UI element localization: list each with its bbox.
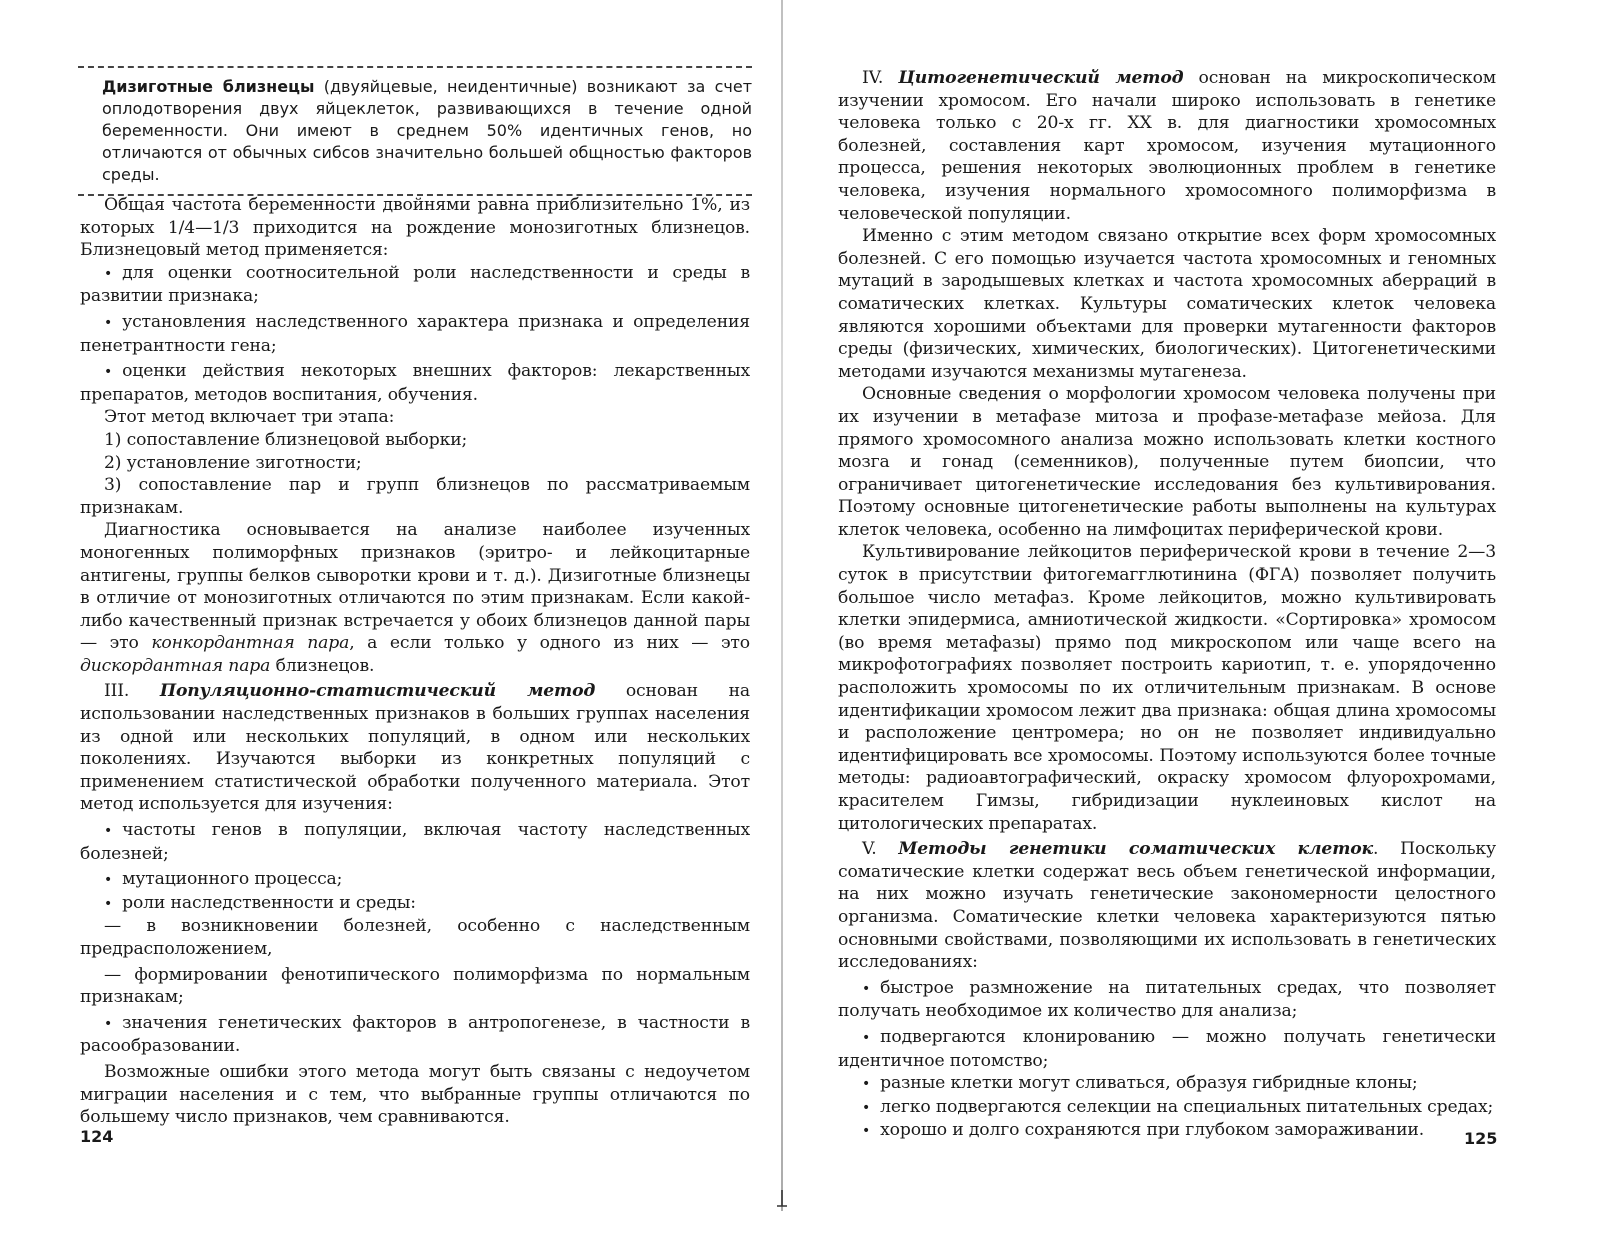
right-page-body [838,67,1496,1143]
bullet-icon: • [862,1123,871,1140]
list-item: • для оценки соотносительной роли наследственности и среды в развитии признака; [80,262,750,307]
paragraph: Культивирование лейкоцитов периферической крови в течение 2—3 суток в присутствии фитогемагглютинина (ФГА) позволяет получить большое число метафаз. Кроме лейкоцитов, можно культивировать клетки эпидермиса, амниотической жидкости. «Сортировка» хромосом (во время метафазы) прямо под микроскопом или чаще всего на микрофотографиях позволяет построить кариотип, т. е. упорядоченно расположить хромосомы по их отличительным признакам. В основе идентификации хромосом лежит два признака: общая длина хромосомы и расположение центромера; но он не позволяет индивидуально идентифицировать все хромосомы. Поэтому используются более точные методы: радиоавтографический, окраску хромосом флуорохромами, красителем Гимзы, гибридизации нуклеиновых кислот на цитологических препаратах. [838,542,1496,834]
bullet-icon: • [104,265,113,282]
book-spine [781,0,783,1211]
list-item: — в возникновении болезней, особенно с наследственным предрасположением, [80,916,750,959]
list-item: • разные клетки могут сливаться, образуя гибридные клоны; [862,1073,1418,1094]
bullet-icon: • [862,980,871,997]
definition-box [78,66,752,196]
paragraph: Возможные ошибки этого метода могут быть связаны с недоучетом миграции населения и с тем, что выбранные группы отличаются по большему число признаков, чем сравниваются. [80,1061,750,1128]
list-item: • легко подвергаются селекции на специальных питательных средах; [862,1096,1494,1117]
list-item: • подвергаются клонированию — можно получать генетически идентичное потомство; [838,1026,1496,1071]
section-paragraph: V. Методы генетики соматических клеток. Поскольку соматические клетки содержат весь объем генетической информации, на них можно изучать генетические закономерности целостного организма. Соматические клетки человека характеризуются пятью основными свойствами, позволяющими их использовать в генетических исследованиях: [838,839,1496,973]
list-item: • быстрое размножение на питательных средах, что позволяет получать необходимое их количество для анализа; [838,977,1496,1022]
list-item: • оценки действия некоторых внешних факторов: лекарственных препаратов, методов воспитания, обучения. [80,361,750,405]
list-item: — формировании фенотипического полиморфизма по нормальным признакам; [80,964,750,1008]
list-item: • мутационного процесса; [104,869,343,890]
section-paragraph: IV. Цитогенетический метод основан на микроскопическом изучении хромосом. Его начали широко использовать в генетике человека только с 20-х гг. XX в. для диагностики хромосомных болезней, составления карт хромосом, изучения мутационного процесса, решения некоторых эволюционных проблем в генетике человека, изучения нормального хромосомного полиморфизма в человеческой популяции. [838,68,1496,224]
bullet-icon: • [104,872,113,889]
section-paragraph: III. Популяционно-статистический метод основан на использовании наследственных признаков в больших группах населения из одной или нескольких популяций, в одном или нескольких поколениях. Изучаются выборки из конкретных популяций с применением статистической обработки полученного материала. Этот метод используется для изучения: [80,681,750,815]
list-item: • частоты генов в популяции, включая частоту наследственных болезней; [80,820,750,864]
term-italic: конкордантная пара [151,633,350,654]
list-item: 1) сопоставление близнецовой выборки; [104,429,468,450]
definition-text: (двуяйцевые, неидентичные) возникают за счет оплодотворения двух яйцеклеток, развивающихся в течение одной беременности. Они имеют в среднем 50% идентичных генов, но отличаются от обычных сибсов значительно большей общностью факторов среды. [102,77,753,184]
page-number-left: 124 [80,1127,114,1146]
bullet-icon: • [862,1076,871,1093]
section-title: Методы генетики соматических клеток [898,839,1374,860]
list-item: 2) установление зиготности; [104,452,362,473]
definition-term: Дизиготные близнецы [102,77,315,96]
paragraph: Основные сведения о морфологии хромосом человека получены при их изучении в метафазе митоза и профазе-метафазе мейоза. Для прямого хромосомного анализа можно использовать клетки костного мозга и гонад (семенников), полученные путем биопсии, что ограничивает цитогенетические исследования без культивирования. Поэтому основные цитогенетические работы выполнены на культурах клеток человека, особенно на лимфоцитах периферической крови. [838,384,1496,540]
paragraph: Диагностика основывается на анализе наиболее изученных моногенных полиморфных признаков (эритро- и лейкоцитарные антигены, группы белков сыворотки крови и т. д.). Дизиготные близнецы в отличие от монозиготных отличаются по этим признакам. Если какой-либо качественный признак встречается у обоих близнецов данной пары — это конкордантная пара, а если только у одного из них — это дискордантная пара близнецов. [80,520,750,676]
bullet-icon: • [104,1015,113,1032]
bullet-icon: • [862,1029,871,1046]
list-item: 3) сопоставление пар и групп близнецов по рассматриваемым признакам. [80,475,750,518]
list-item: • хорошо и долго сохраняются при глубоком замораживании. [862,1120,1425,1141]
list-item: • значения генетических факторов в антропогенезе, в частности в расообразовании. [80,1012,750,1057]
list-item: • роли наследственности и среды: [104,892,416,913]
section-title: Цитогенетический метод [898,68,1184,88]
crop-mark-icon [776,1190,788,1210]
bullet-icon: • [104,364,113,381]
page-number-right: 125 [1464,1129,1498,1148]
paragraph: Общая частота беременности двойнями равна приблизительно 1%, из которых 1/4—1/3 приходится на рождение монозиготных близнецов. Близнецовый метод применяется: [80,195,750,261]
bullet-icon: • [862,1099,871,1116]
bullet-icon: • [104,823,113,840]
left-page-body [80,194,750,1129]
list-item: • установления наследственного характера признака и определения пенетрантности гена; [80,311,750,356]
paragraph: Этот метод включает три этапа: [104,407,395,428]
term-italic: дискордантная пара [80,655,271,676]
bullet-icon: • [104,895,113,912]
section-title: Популяционно-статистический метод [159,681,596,702]
bullet-icon: • [104,314,113,331]
paragraph: Именно с этим методом связано открытие всех форм хромосомных болезней. С его помощью изучается частота хромосомных и геномных мутаций в зародышевых клетках и частота хромосомных аберраций в соматических клетках. Культуры соматических клеток человека являются хорошими объектами для проверки мутагенности факторов среды (физических, химических, биологических). Цитогенетическими методами изучаются механизмы мутагенеза. [838,226,1496,382]
